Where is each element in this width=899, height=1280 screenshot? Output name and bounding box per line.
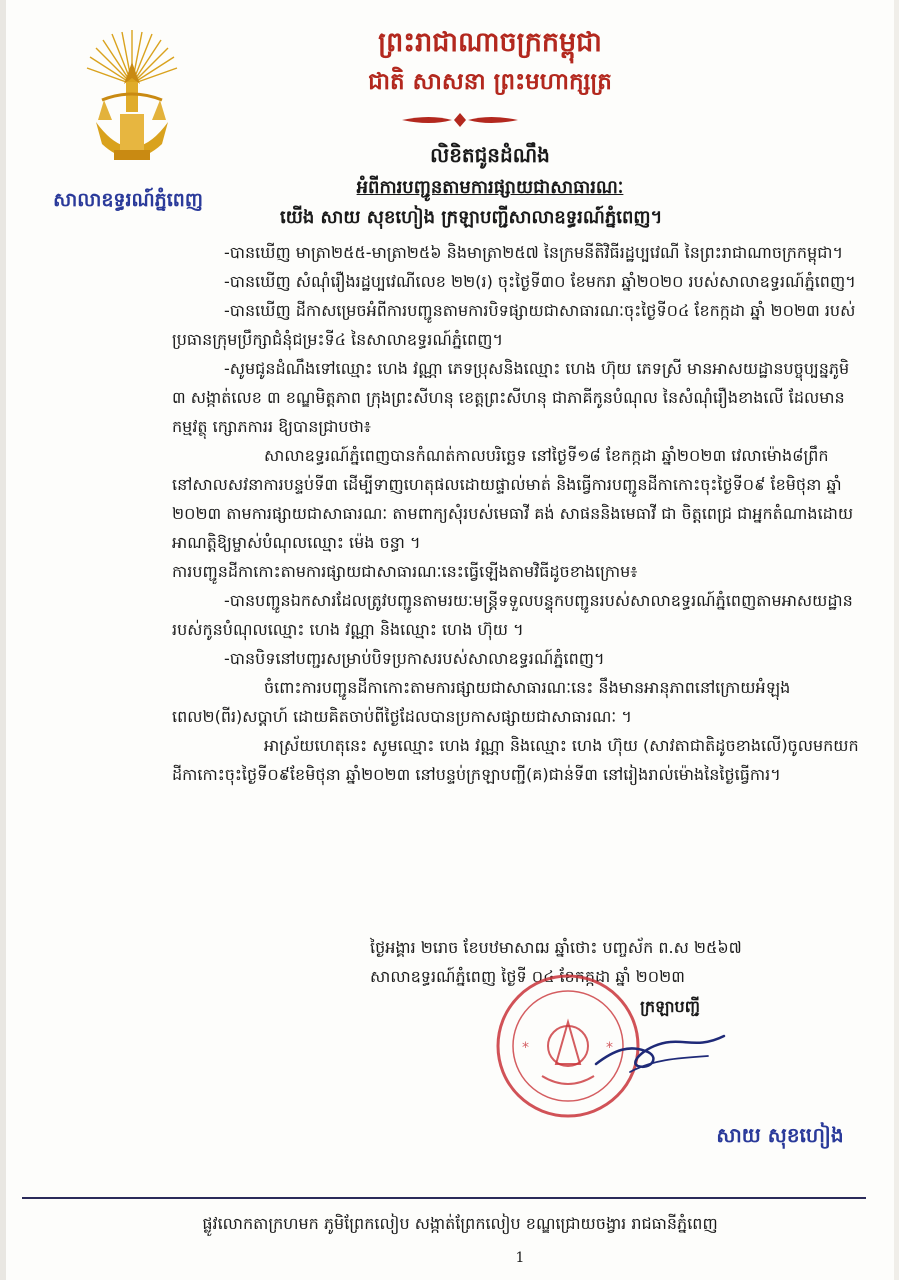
svg-text:*: * — [606, 1040, 613, 1056]
paragraph: -បានឃើញ សំណុំរឿងរដ្ឋប្បវេណីលេខ ២២(រ) ចុះថ្ងៃទី៣០ ខែមករា ឆ្នាំ២០២០ របស់សាលាឧទ្ធរណ៍ភ្នំពេញ។ — [224, 272, 856, 291]
document-title: លិខិតជូនដំណឹង — [430, 143, 550, 167]
court-emblem-icon — [82, 22, 182, 182]
document-subject: អំពីការបញ្ជូនតាមការផ្សាយជាសាធារណៈ — [356, 177, 624, 198]
motto-heading: ជាតិ សាសនា ព្រះមហាក្សត្រ — [368, 68, 612, 95]
place-date: សាលាឧទ្ធរណ៍ភ្នំពេញ ថ្ងៃទី ០៤ ខែកក្កដា ឆ្នាំ ២០២៣ — [370, 967, 685, 986]
scan-edge-right — [894, 0, 899, 1280]
scan-edge-left — [0, 0, 6, 1280]
page-number: 1 — [515, 1250, 525, 1266]
paragraph: សាលាឧទ្ធរណ៍ភ្នំពេញបានកំណត់កាលបរិច្ឆេទ នៅថ្ងៃទី១៨ ខែកក្កដា ឆ្នាំ២០២៣ វេលាម៉ោង៨ព្រឹក នៅសាលសវនាការបន្ទប់ទី៣ ដើម្បីទាញហេតុផលដោយផ្ទាល់មាត់ និងធ្វើការបញ្ជូនដីកាកោះចុះថ្ងៃទី០៩ ខែមិថុនា ឆ្នាំ ២០២៣ តាមការផ្សាយជាសាធារណៈ តាមពាក្យសុំរបស់មេធាវី គង់ សាផននិងមេធាវី ជា ចិត្តពេជ្រ ជាអ្នកតំណាងដោយអាណត្តិឱ្យម្ចាស់បំណុលឈ្មោះ ម៉េង ចន្ធា ។ — [172, 446, 854, 552]
court-name: សាលាឧទ្ធរណ៍ភ្នំពេញ — [53, 189, 203, 211]
document-body — [172, 238, 862, 789]
footer-address: ផ្លូវលោកតាក្រហមក ភូមិព្រែកលៀប សង្កាត់ព្រែកលៀប ខណ្ឌជ្រោយចង្វារ រាជធានីភ្នំពេញ — [202, 1214, 718, 1233]
paragraph: -បានឃើញ មាត្រា២៥៥-មាត្រា២៥៦ និងមាត្រា២៥៧ នៃក្រមនីតិវិធីរដ្ឋប្បវេណី នៃព្រះរាជាណាចក្រកម្ពុជា។ — [224, 243, 843, 262]
paragraph: ការបញ្ជូនដីកាកោះតាមការផ្សាយជាសាធារណៈនេះធ្វើឡើងតាមវិធីដូចខាងក្រោម៖ — [172, 562, 638, 581]
svg-text:*: * — [522, 1040, 529, 1056]
lunar-date: ថ្ងៃអង្គារ ២រោច ខែបឋមាសាឍ ឆ្នាំថោះ បញ្ចស័ក ព.ស ២៥៦៧ — [370, 938, 742, 957]
handwritten-signature-icon — [590, 1020, 730, 1080]
footer-divider — [22, 1197, 866, 1199]
issuer-line: យើង សាយ សុខហៀង ក្រឡាបញ្ជីសាលាឧទ្ធរណ៍ភ្នំពេញ។ — [280, 207, 663, 228]
paragraph: -សូមជូនដំណឹងទៅឈ្មោះ ហេង វណ្ណា ភេទប្រុសនិងឈ្មោះ ហេង ហ៊ុយ ភេទស្រី មានអាសយដ្ឋានបច្ចុប្បន្នភូមិ ៣ សង្កាត់លេខ ៣ ខណ្ឌមិត្តភាព ក្រុងព្រះសីហនុ ខេត្តព្រះសីហនុ ជាភាគីកូនបំណុល នៃសំណុំរឿងខាងលើ ដែលមានកម្មវត្ថុ ក្សោភការរ ឱ្យបានជ្រាបថា៖ — [172, 359, 850, 436]
paragraph: ចំពោះការបញ្ជូនដីកាកោះតាមការផ្សាយជាសាធារណៈនេះ នឹងមានអានុភាពនៅក្រោយអំឡុងពេល២(ពីរ)សប្តាហ៍ ដោយគិតចាប់ពីថ្ងៃដែលបានប្រកាសផ្សាយជាសាធារណៈ ។ — [172, 678, 791, 726]
paragraph: អាស្រ័យហេតុនេះ សូមឈ្មោះ ហេង វណ្ណា និងឈ្មោះ ហេង ហ៊ុយ (សាវតាជាតិដូចខាងលើ)ចូលមកយកដីកាកោះចុះថ្ងៃទី០៩ខែមិថុនា ឆ្នាំ២០២៣ នៅបន្ទប់ក្រឡាបញ្ជី(គ)ជាន់ទី៣ នៅរៀងរាល់ម៉ោងនៃថ្ងៃធ្វើការ។ — [172, 736, 859, 784]
paragraph: -បានឃើញ ដីកាសម្រេចអំពីការបញ្ជូនតាមការបិទផ្សាយជាសាធារណៈចុះថ្ងៃទី០៤ ខែកក្កដា ឆ្នាំ ២០២៣ របស់ប្រធានក្រុមប្រឹក្សាជំនុំជម្រះទី៤ នៃសាលាឧទ្ធរណ៍ភ្នំពេញ។ — [172, 301, 856, 349]
kingdom-heading: ព្រះរាជាណាចក្រកម្ពុជា — [378, 27, 602, 58]
ornament-divider-icon — [400, 112, 520, 128]
signer-name: សាយ សុខហៀង — [716, 1123, 844, 1147]
paragraph: -បានបញ្ជូនឯកសារដែលត្រូវបញ្ជូនតាមរយៈមន្ត្រីទទួលបន្ទុកបញ្ជូនរបស់សាលាឧទ្ធរណ៍ភ្នំពេញតាមអាសយដ្ឋានរបស់កូនបំណុលឈ្មោះ ហេង វណ្ណា និងឈ្មោះ ហេង ហ៊ុយ ។ — [172, 591, 853, 639]
paragraph: -បានបិទនៅបញ្ជរសម្រាប់បិទប្រកាសរបស់សាលាឧទ្ធរណ៍ភ្នំពេញ។ — [224, 649, 605, 668]
signer-role: ក្រឡាបញ្ជី — [640, 997, 700, 1016]
